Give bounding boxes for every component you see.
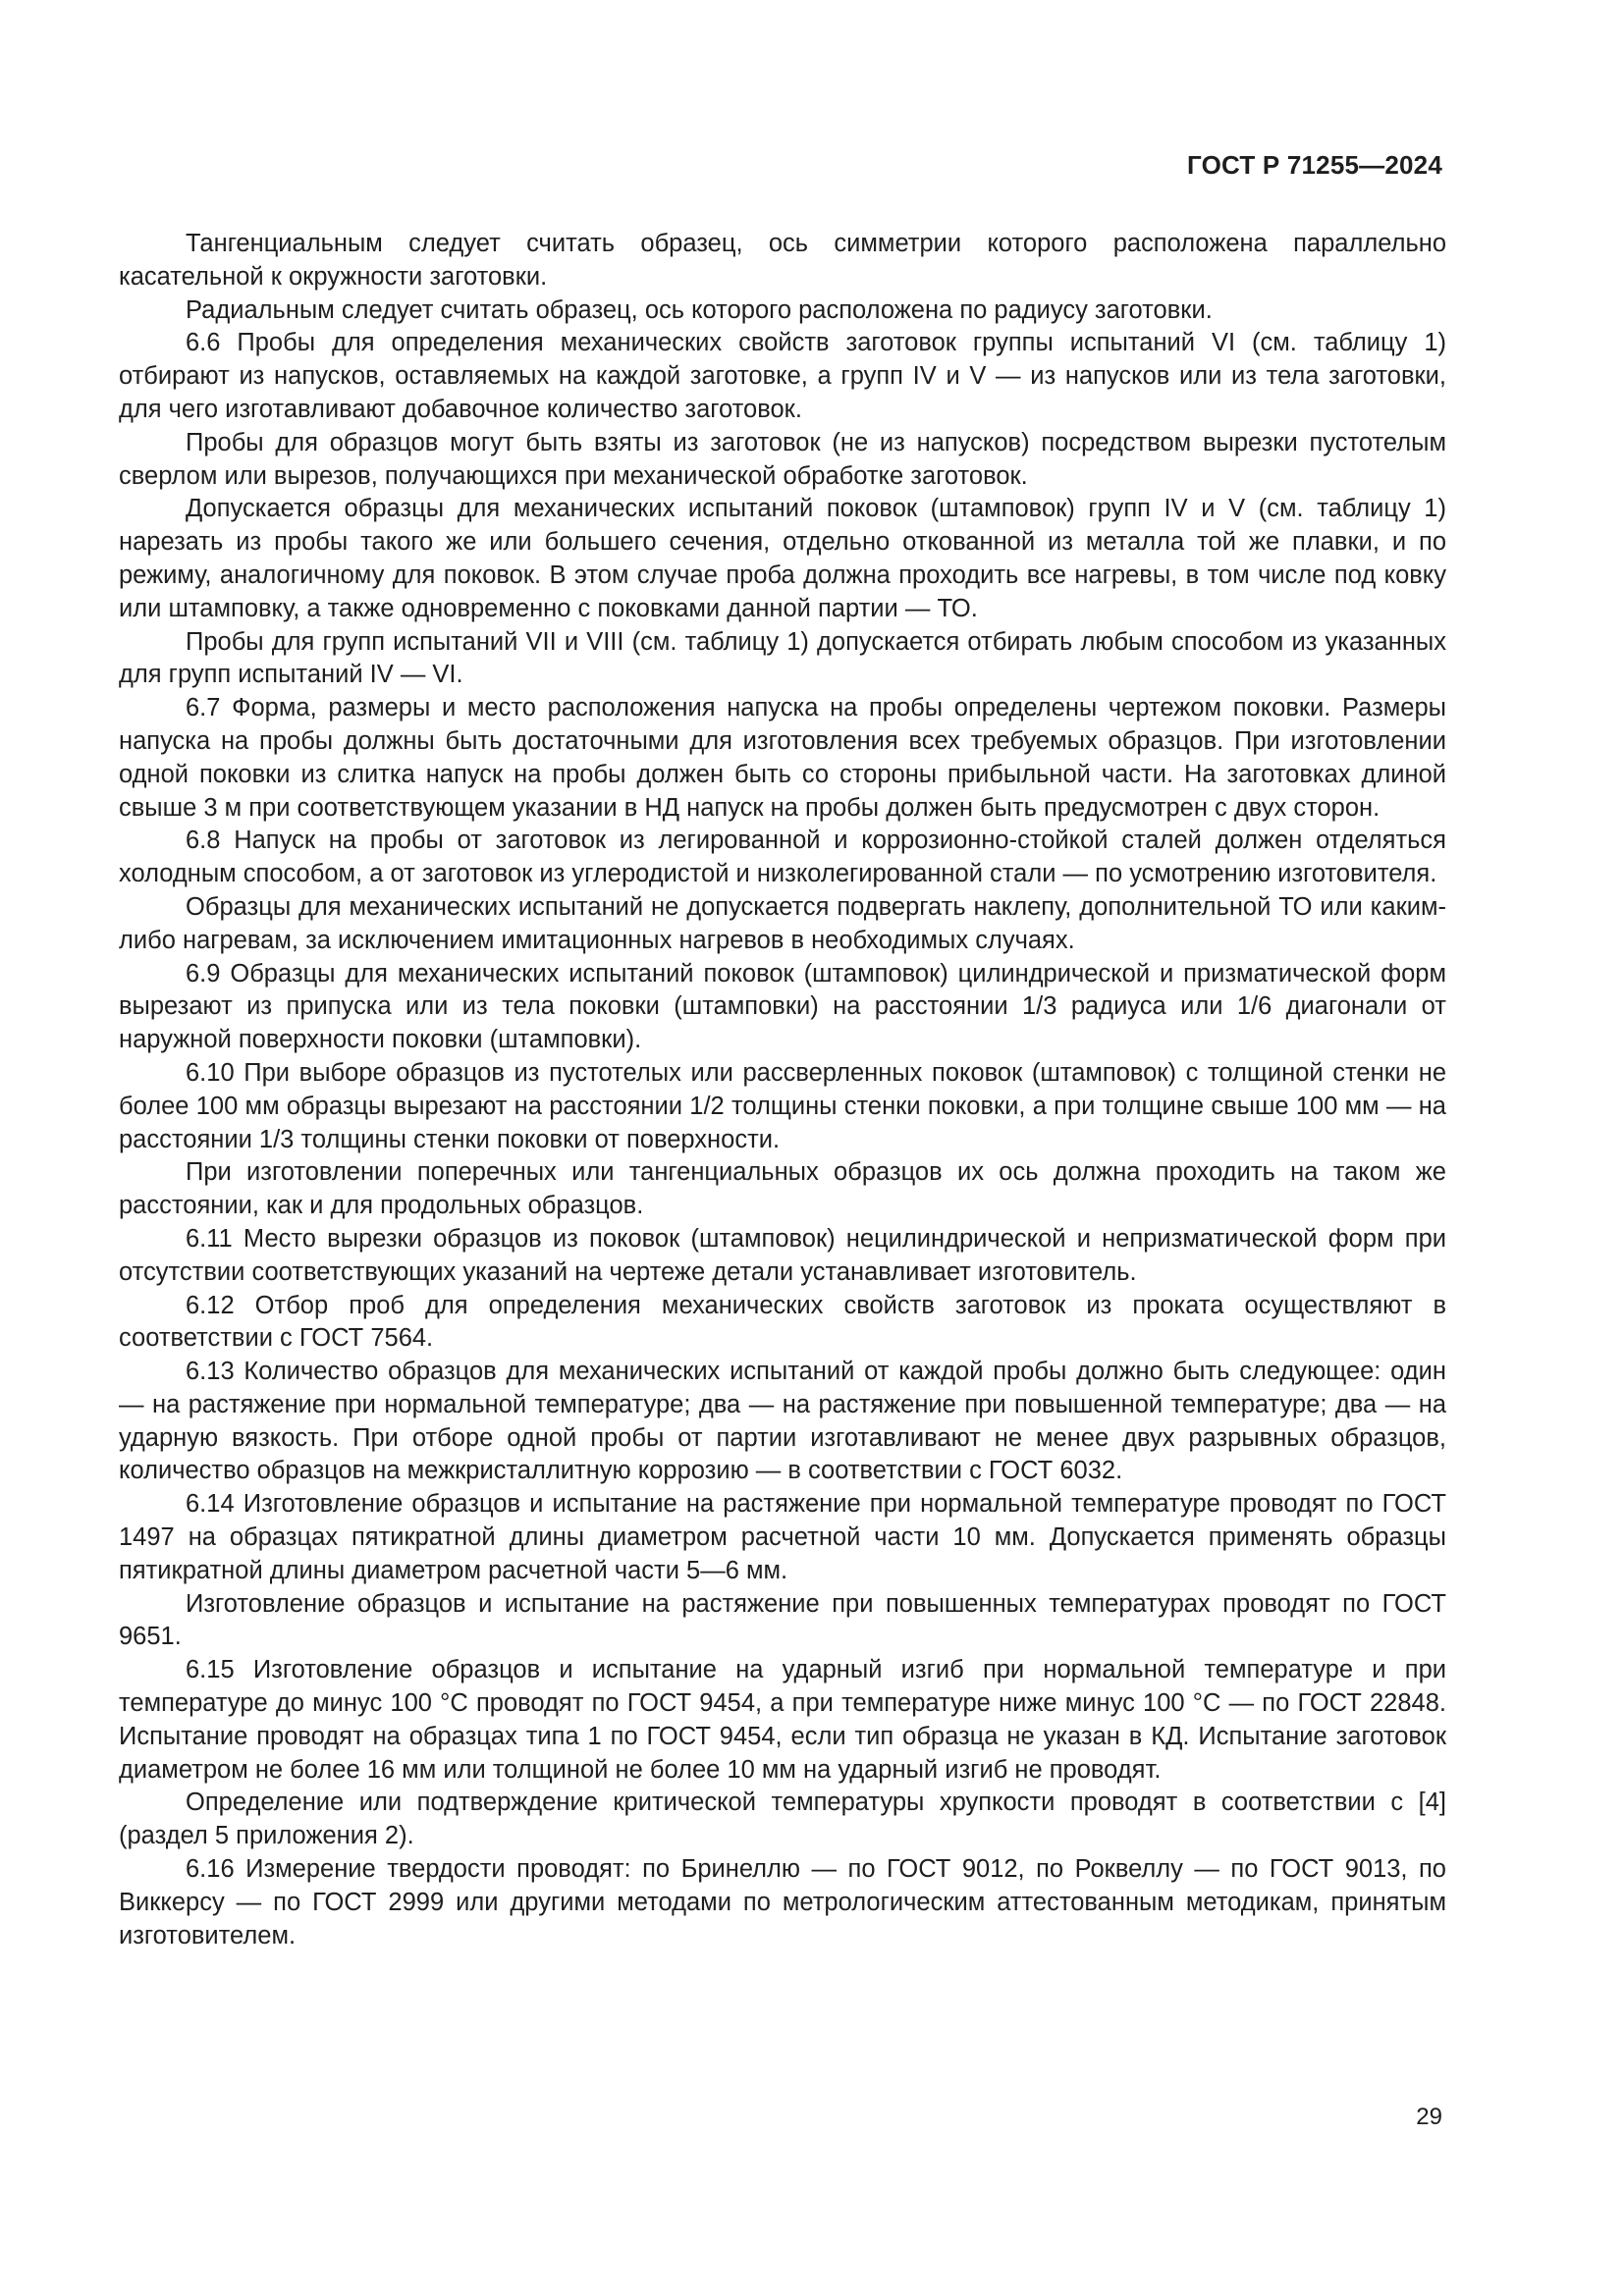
paragraph-6-11: 6.11 Место вырезки образцов из поковок (штамповок) нецилиндрической и непризматической форм при отсутствии соответствующих указаний на чертеже детали устанавливает изготовитель. [119, 1224, 1446, 1286]
paragraph: При изготовлении поперечных или тангенциальных образцов их ось должна проходить на таком же расстоянии, как и для продольных образцов. [119, 1158, 1446, 1220]
paragraph-6-9: 6.9 Образцы для механических испытаний поковок (штамповок) цилиндрической и призматической форм вырезают из припуска или из тела поковки (штамповки) на расстоянии 1/3 радиуса или 1/6 диагонали от наружной поверхности поковки (штамповки). [119, 959, 1446, 1054]
paragraph-6-14: 6.14 Изготовление образцов и испытание на растяжение при нормальной температуре проводят по ГОСТ 1497 на образцах пятикратной длины диаметром расчетной части 10 мм. Допускается применять образцы пятикратной длины диаметром расчетной части 5—6 мм. [119, 1490, 1446, 1584]
paragraph-6-16: 6.16 Измерение твердости проводят: по Бринеллю — по ГОСТ 9012, по Роквеллу — по ГОСТ 9013, по Виккерсу — по ГОСТ 2999 или другими методами по метрологическим аттестованным методикам, принятым изготовителем. [119, 1855, 1446, 1949]
document-body [119, 228, 1446, 1952]
paragraph-6-10: 6.10 При выборе образцов из пустотелых или рассверленных поковок (штамповок) с толщиной стенки не более 100 мм образцы вырезают на расстоянии 1/2 толщины стенки поковки, а при толщине свыше 100 мм — на расстоянии 1/3 толщины стенки поковки от поверхности. [119, 1058, 1446, 1153]
paragraph: Пробы для образцов могут быть взяты из заготовок (не из напусков) посредством вырезки пустотелым сверлом или вырезов, получающихся при механической обработке заготовок. [119, 428, 1446, 490]
paragraph: Образцы для механических испытаний не допускается подвергать наклепу, дополнительной ТО или каким-либо нагревам, за исключением имитационных нагревов в необходимых случаях. [119, 892, 1446, 954]
paragraph-6-6: 6.6 Пробы для определения механических свойств заготовок группы испытаний VI (см. таблицу 1) отбирают из напусков, оставляемых на каждой заготовке, а групп IV и V — из напусков или из тела заготовки, для чего изготавливают добавочное количество заготовок. [119, 329, 1446, 423]
paragraph: Определение или подтверждение критической температуры хрупкости проводят в соответствии с [4] (раздел 5 приложения 2). [119, 1789, 1446, 1850]
paragraph-6-15: 6.15 Изготовление образцов и испытание на ударный изгиб при нормальной температуре и при температуре до минус 100 °С проводят по ГОСТ 9454, а при температуре ниже минус 100 °С — по ГОСТ 22848. Испытание проводят на образцах типа 1 по ГОСТ 9454, если тип образца не указан в КД. Испытание заготовок диаметром не более 16 мм или толщиной не более 10 мм на ударный изгиб не проводят. [119, 1656, 1446, 1784]
paragraph-6-8: 6.8 Напуск на пробы от заготовок из легированной и коррозионно-стойкой сталей должен отделяться холодным способом, а от заготовок из углеродистой и низколегированной стали — по усмотрению изготовителя. [119, 827, 1446, 888]
paragraph: Изготовление образцов и испытание на растяжение при повышенных температурах проводят по ГОСТ 9651. [119, 1589, 1446, 1651]
paragraph-6-12: 6.12 Отбор проб для определения механических свойств заготовок из проката осуществляют в соответствии с ГОСТ 7564. [119, 1291, 1446, 1353]
paragraph: Пробы для групп испытаний VII и VIII (см. таблицу 1) допускается отбирать любым способом из указанных для групп испытаний IV — VI. [119, 627, 1446, 689]
page-number: 29 [1416, 2104, 1442, 2130]
paragraph: Радиальным следует считать образец, ось которого расположена по радиусу заготовки. [186, 295, 1213, 324]
paragraph: Тангенциальным следует считать образец, ось симметрии которого расположена параллельно касательной к окружности заготовки. [119, 230, 1446, 291]
paragraph-6-7: 6.7 Форма, размеры и место расположения напуска на пробы определены чертежом поковки. Размеры напуска на пробы должны быть достаточными для изготовления всех требуемых образцов. При изготовлении одной поковки из слитка напуск на пробы должен быть со стороны прибыльной части. На заготовках длиной свыше 3 м при соответствующем указании в НД напуск на пробы должен быть предусмотрен с двух сторон. [119, 694, 1446, 822]
paragraph-6-13: 6.13 Количество образцов для механических испытаний от каждой пробы должно быть следующее: один — на растяжение при нормальной температуре; два — на растяжение при повышенной температуре; два — на ударную вязкость. При отборе одной пробы от партии изготавливают не менее двух разрывных образцов, количество образцов на межкристаллитную коррозию — в соответствии с ГОСТ 6032. [119, 1358, 1446, 1485]
paragraph: Допускается образцы для механических испытаний поковок (штамповок) групп IV и V (см. таблицу 1) нарезать из пробы такого же или большего сечения, отдельно откованной из металла той же плавки, и по режиму, аналогичному для поковок. В этом случае проба должна проходить все нагревы, в том числе под ковку или штамповку, а также одновременно с поковками данной партии — ТО. [119, 495, 1446, 622]
document-code-header: ГОСТ Р 71255—2024 [1187, 150, 1442, 180]
